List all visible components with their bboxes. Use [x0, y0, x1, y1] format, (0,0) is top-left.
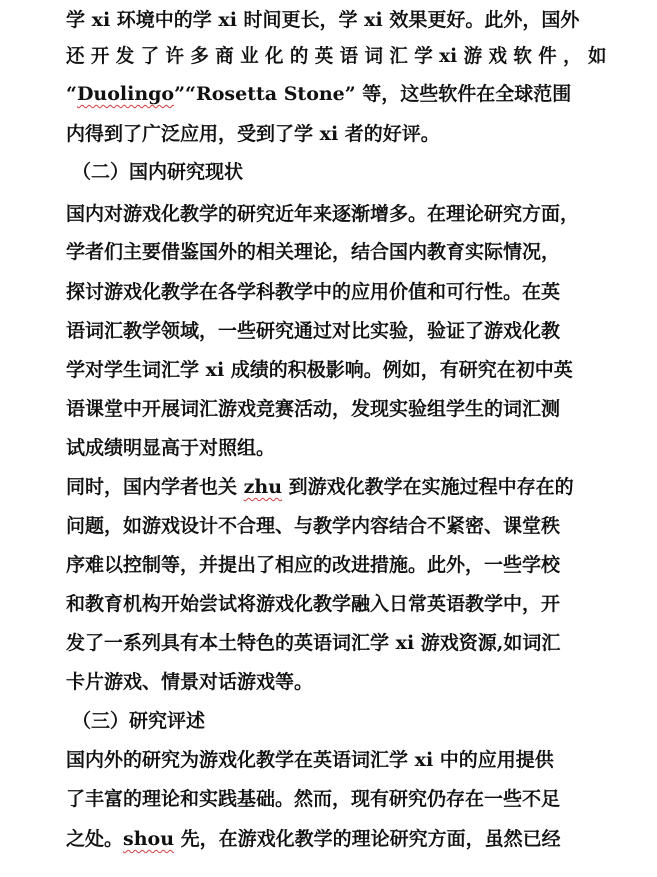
- text-line: [66, 748, 606, 772]
- line-text-rest: 到游戏化教学在实施过程中存在的: [282, 476, 574, 498]
- line-text: 内得到了广泛应用，受到了学 xi 者的好评。: [66, 123, 440, 145]
- line-text: 学对学生词汇学 xi 成绩的积极影响。例如，有研究在初中英: [66, 359, 573, 381]
- text-line: [66, 122, 606, 146]
- line-text: 序难以控制等，并提出了相应的改进措施。此外，一些学校: [66, 554, 561, 576]
- text-line: [66, 592, 606, 616]
- line-text: （三）研究评述: [72, 710, 206, 732]
- text-line: [66, 202, 606, 226]
- line-text: （二）国内研究现状: [72, 161, 244, 183]
- line-text: “: [66, 83, 77, 105]
- text-line: [66, 787, 606, 811]
- text-line: [66, 475, 606, 499]
- line-text: 发了一系列具有本土特色的英语词汇学 xi 游戏资源,如词汇: [66, 632, 561, 654]
- line-text-rest: ”“Rosetta Stone” 等，这些软件在全球范围: [174, 83, 572, 105]
- line-text: 问题，如游戏设计不合理、与教学内容结合不紧密、课堂秩: [66, 515, 561, 537]
- line-text: 国内外的研究为游戏化教学在英语词汇学 xi 中的应用提供: [66, 749, 554, 771]
- spellcheck-word: shou: [123, 828, 175, 850]
- text-line: [66, 397, 606, 421]
- line-text: 学 xi 环境中的学 xi 时间更长，学 xi 效果更好。此外，国外: [66, 9, 580, 31]
- line-text: 语课堂中开展词汇游戏竞赛活动，发现实验组学生的词汇测: [66, 398, 561, 420]
- text-line: [66, 631, 606, 655]
- line-text: 学者们主要借鉴国外的相关理论，结合国内教育实际情况，: [66, 241, 561, 263]
- text-line: [66, 240, 606, 264]
- text-line: [66, 553, 606, 577]
- line-text: 和教育机构开始尝试将游戏化教学融入日常英语教学中，开: [66, 593, 561, 615]
- line-text: 之处。: [66, 828, 124, 850]
- section-heading: [72, 709, 612, 733]
- text-line: [66, 280, 606, 304]
- line-text: 国内对游戏化教学的研究近年来逐渐增多。在理论研究方面，: [66, 203, 580, 225]
- line-text: 了丰富的理论和实践基础。然而，现有研究仍存在一些不足: [66, 788, 561, 810]
- line-text: 探讨游戏化教学在各学科教学中的应用价值和可行性。在英: [66, 281, 561, 303]
- text-line: [66, 8, 606, 32]
- spellcheck-word: Duolingo: [76, 83, 175, 105]
- spellcheck-word: zhu: [243, 476, 283, 498]
- line-text: 语词汇教学领域，一些研究通过对比实验，验证了游戏化教: [66, 320, 561, 342]
- text-line: [66, 436, 606, 460]
- line-text: 还 开 发 了 许 多 商 业 化 的 英 语 词 汇 学 xi 游 戏 软 件 ， 如: [66, 45, 607, 67]
- section-heading: [72, 160, 612, 184]
- text-line: [66, 319, 606, 343]
- line-text-rest: 先，在游戏化教学的理论研究方面，虽然已经: [174, 828, 561, 850]
- text-line: [66, 44, 607, 68]
- text-line: [66, 358, 606, 382]
- text-line: [66, 514, 606, 538]
- line-text: 同时，国内学者也关: [66, 476, 244, 498]
- text-line: [66, 670, 606, 694]
- line-text: 试成绩明显高于对照组。: [66, 437, 276, 459]
- text-line: [66, 827, 606, 851]
- line-text: 卡片游戏、情景对话游戏等。: [66, 671, 314, 693]
- text-line: [66, 82, 606, 106]
